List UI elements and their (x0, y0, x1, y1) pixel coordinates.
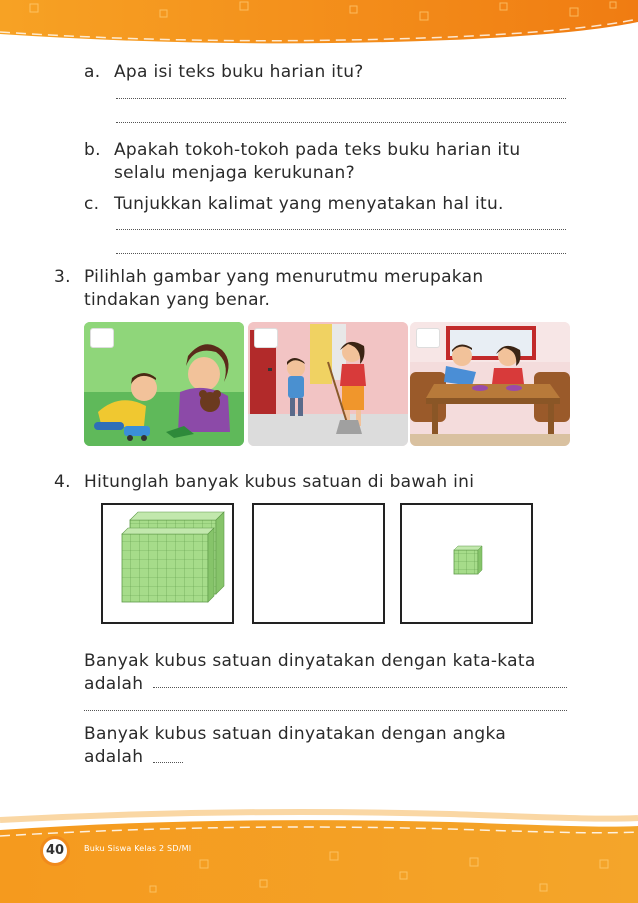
answer-line-a-1[interactable] (116, 98, 566, 99)
question-4-number: 4. (54, 472, 71, 492)
question-a-letter: a. (84, 62, 101, 82)
answer-line-c-2[interactable] (116, 253, 566, 254)
picture-children-cleaning-table (410, 322, 570, 446)
question-3-line1: Pilihlah gambar yang menurutmu merupakan (84, 267, 484, 287)
question-c-letter: c. (84, 194, 100, 214)
question-3-line2: tindakan yang benar. (84, 290, 271, 310)
question-b-line2: selalu menjaga kerukunan? (114, 163, 355, 183)
answer-words-line2: adalah (84, 674, 144, 694)
answer-checkbox-1[interactable] (90, 328, 114, 348)
picture-children-sweeping (248, 322, 408, 446)
question-4-text: Hitunglah banyak kubus satuan di bawah ini (84, 472, 475, 492)
answer-number-blank[interactable] (153, 762, 183, 763)
cube-frame-empty (252, 503, 385, 624)
question-a-text: Apa isi teks buku harian itu? (114, 62, 364, 82)
book-title: Buku Siswa Kelas 2 SD/MI (84, 844, 192, 853)
answer-line-c-1[interactable] (116, 229, 566, 230)
answer-checkbox-3[interactable] (416, 328, 440, 348)
answer-words-blank-2[interactable] (84, 710, 567, 711)
answer-words-line1: Banyak kubus satuan dinyatakan dengan kata-kata (84, 651, 536, 671)
picture-children-playing (84, 322, 244, 446)
question-3-number: 3. (54, 267, 71, 287)
answer-words-blank-1[interactable] (153, 687, 567, 688)
question-c-text: Tunjukkan kalimat yang menyatakan hal itu. (114, 194, 504, 214)
answer-number-line2: adalah (84, 747, 144, 767)
question-b-letter: b. (84, 140, 101, 160)
question-b-line1: Apakah tokoh-tokoh pada teks buku harian itu (114, 140, 521, 160)
answer-checkbox-2[interactable] (254, 328, 278, 348)
cube-frame-units (400, 503, 533, 624)
page-number: 40 (40, 836, 70, 866)
cube-frame-hundreds (101, 503, 234, 624)
answer-number-line1: Banyak kubus satuan dinyatakan dengan angka (84, 724, 507, 744)
top-decorative-band (0, 0, 638, 44)
answer-line-a-2[interactable] (116, 122, 566, 123)
